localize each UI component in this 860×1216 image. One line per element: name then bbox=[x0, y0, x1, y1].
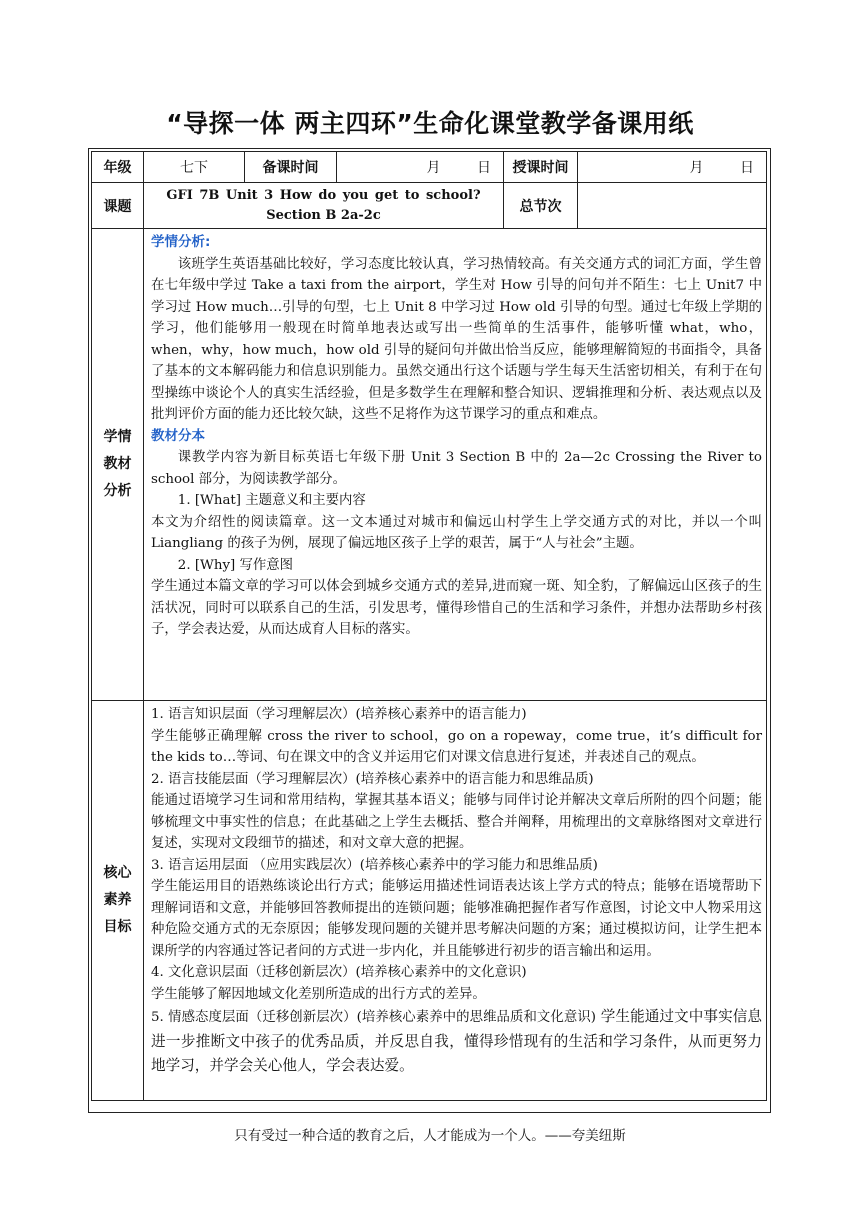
prep-time-label: 备课时间 bbox=[245, 152, 337, 183]
analysis-label-line: 学情 bbox=[103, 429, 132, 445]
material-analysis-text: 课教学内容为新目标英语七年级下册 Unit 3 Section B 中的 2a—2c Crossing the River to school 部分，为阅读教学部分。 bbox=[151, 450, 762, 487]
total-value bbox=[578, 183, 767, 229]
goal-5-heading: 5. 情感态度层面（迁移创新层次）(培养核心素养中的思维品质和文化意识) bbox=[151, 1010, 597, 1025]
goal-4-text: 学生能够了解因地域文化差别所造成的出行方式的差异。 bbox=[151, 986, 486, 1002]
footer-quote: 只有受过一种合适的教育之后，人才能成为一个人。——夸美纽斯 bbox=[234, 1128, 626, 1144]
analysis-label-line: 分析 bbox=[103, 483, 132, 499]
topic-label: 课题 bbox=[92, 183, 144, 229]
goal-3-heading: 3. 语言运用层面 （应用实践层次）(培养核心素养中的学习能力和思维品质) bbox=[151, 857, 598, 873]
student-analysis-heading: 学情分析: bbox=[151, 234, 211, 250]
material-analysis-heading: 教材分本 bbox=[151, 427, 205, 444]
analysis-content bbox=[144, 229, 767, 701]
goal-1-text: 学生能够正确理解 cross the river to school，go on a ropeway，come true，it’s difficult for the kids to…等词、句在课文中的含义并运用它们对课文信息进行复述，并表述自己的观点。 bbox=[151, 728, 762, 765]
class-date: 月 日 bbox=[578, 152, 767, 183]
goal-2-text: 能通过语境学习生词和常用结构，掌握其基本语义；能够与同伴讨论并解决文章后所附的四个问题；能够梳理文中事实性的信息；在此基础之上学生去概括、整合并阐释，用梳理出的文章脉络图对文章进行复述，实现对文段细节的描述，和对文章大意的把握。 bbox=[151, 793, 762, 851]
goals-row bbox=[92, 701, 767, 1101]
why-text: 学生通过本篇文章的学习可以体会到城乡交通方式的差异,进而窥一斑、知全豹，了解偏远山区孩子的生活状况，同时可以联系自己的生活，引发思考，懂得珍惜自己的生活和学习条件，并想办法帮助乡村孩子，学会表达爱，从而达成育人目标的落实。 bbox=[151, 579, 762, 637]
topic-value bbox=[144, 183, 504, 229]
total-label: 总节次 bbox=[504, 183, 578, 229]
why-heading: 2. [Why] 写作意图 bbox=[177, 557, 294, 573]
what-text: 本文为介绍性的阅读篇章。这一文本通过对城市和偏远山村学生上学交通方式的对比，并以一个叫 Liangliang 的孩子为例，展现了偏远地区孩子上学的艰苦，属于“人与社会”主题。 bbox=[151, 514, 762, 551]
goal-2-heading: 2. 语言技能层面（学习理解层次）(培养核心素养中的语言能力和思维品质) bbox=[151, 771, 594, 787]
goal-5 bbox=[151, 1005, 762, 1078]
topic-row bbox=[92, 183, 767, 229]
goal-4-heading: 4. 文化意识层面（迁移创新层次）(培养核心素养中的文化意识) bbox=[151, 965, 527, 980]
page-title: “导探一体 两主四环”生命化课堂教学备课用纸 bbox=[166, 109, 694, 138]
class-time-label: 授课时间 bbox=[504, 152, 578, 183]
goals-label bbox=[92, 701, 144, 1101]
lesson-plan-table bbox=[91, 151, 767, 1101]
analysis-label bbox=[92, 229, 144, 701]
prep-date: 月 日 bbox=[337, 152, 504, 183]
header-row bbox=[92, 152, 767, 183]
goals-label-line: 核心 bbox=[103, 865, 132, 881]
what-heading: 1. [What] 主题意义和主要内容 bbox=[177, 493, 366, 508]
goal-3-text: 学生能运用目的语熟练谈论出行方式；能够运用描述性词语表达该上学方式的特点；能够在语境帮助下理解词语和文意，并能够回答教师提出的连锁问题；能够准确把握作者写作意图，讨论文中人物采用这种危险交通方式的无奈原因；能够发现问题的关键并思考解决问题的方案；通过模拟访问，让学生把本课所学的内容通过答记者问的方式进一步内化，并且能够进行初步的语言输出和运用。 bbox=[151, 879, 762, 959]
grade-label: 年级 bbox=[92, 152, 144, 183]
grade-value: 七下 bbox=[144, 152, 245, 183]
topic-line-1: GFI 7B Unit 3 How do you get to school? bbox=[166, 187, 481, 203]
student-analysis-text: 该班学生英语基础比较好，学习态度比较认真，学习热情较高。有关交通方式的词汇方面，学生曾在七年级中学过 Take a taxi from the airport，学生对 How 引导的问句并不陌生：七上 Unit7 中学习过 How much…引导的句型，七上 Unit 8 中学习过 How old 引导的句型。通过七年级上学期的学习，他们能够用一般现在时简单地表达或写出一些简单的生活事件，能够听懂 what，who，when，why，how much，how old 引导的疑问句并做出恰当反应，能够理解简短的书面指令，具备了基本的文本解码能力和信息识别能力。虽然交通出行这个话题与学生每天生活密切相关，有利于在句型操练中谈论个人的真实生活经验，但是多数学生在理解和整合知识、逻辑推理和分析、表达观点以及批判评价方面的能力还比较欠缺，这些不足将作为这节课学习的重点和难点。 bbox=[151, 256, 762, 422]
analysis-label-line: 教材 bbox=[103, 456, 132, 472]
goal-1-heading: 1. 语言知识层面（学习理解层次）(培养核心素养中的语言能力) bbox=[151, 707, 527, 722]
analysis-row bbox=[92, 229, 767, 701]
goals-label-line: 目标 bbox=[103, 919, 132, 935]
goal-5-text: 学生能通过文中事实信息进一步推断文中孩子的优秀品质，并反思自我，懂得珍惜现有的生活和学习条件，从而更努力地学习，并学会关心他人，学会表达爱。 bbox=[151, 1008, 762, 1074]
goals-label-line: 素养 bbox=[103, 892, 132, 908]
topic-line-2: Section B 2a-2c bbox=[266, 207, 381, 223]
goals-content bbox=[144, 701, 767, 1101]
